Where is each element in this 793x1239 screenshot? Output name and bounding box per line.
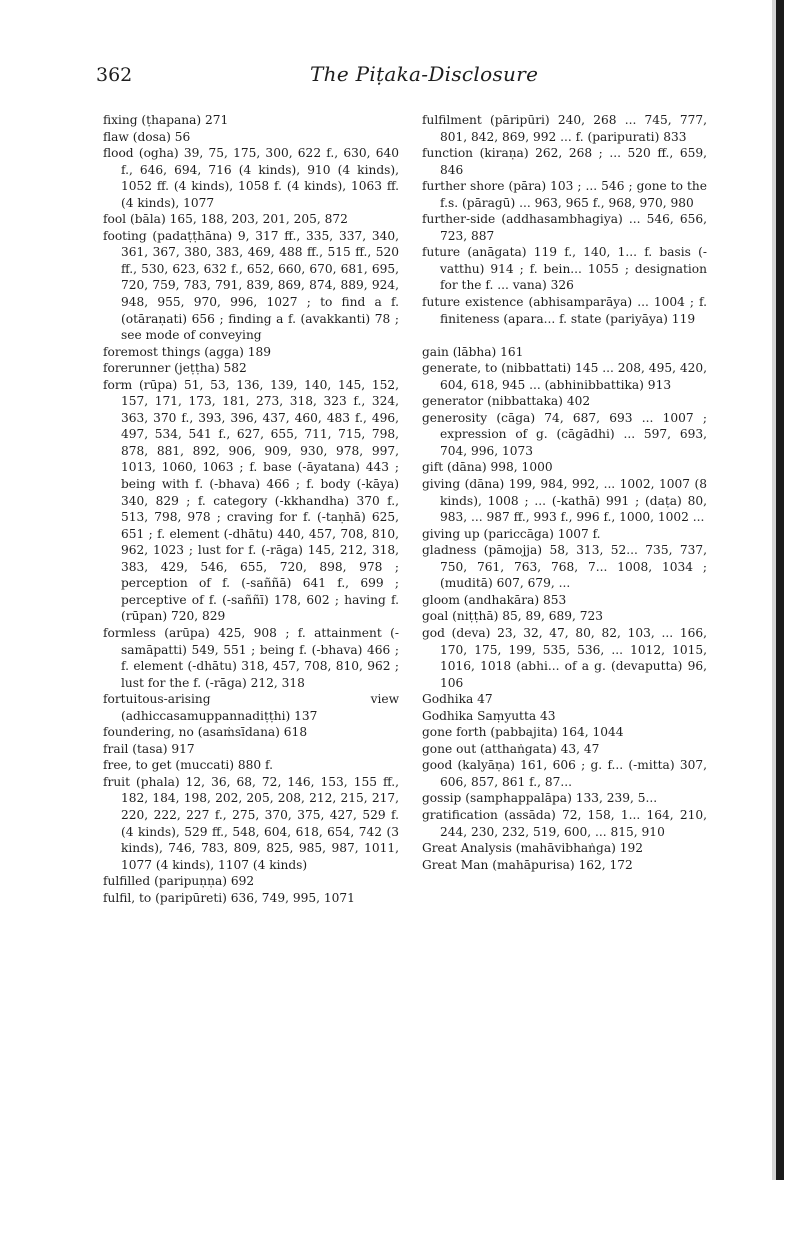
index-entry: frail (tasa) 917 — [103, 741, 195, 756]
index-entry: form (rūpa) 51, 53, 136, 139, 140, 145, 152, 157, 171, 173, 181, 273, 318, 323 f., 324, 363, 370 f., 393, 396, 437, 460, 483 f., 496, 497, 534, 541 f., 627, 655, 711, 715, 798, 878, 881, 892, 906, 909, 930, 978, 997, 1013, 1060, 1063 ; f. base (-āyatana) 443 ; being with f. (-bhava) 466 ; f. body (-kāya) 340, 829 ; f. category (-kkhandha) 370 f., 513, 798, 978 ; craving for f. (-taṇhā) 625, 651 ; f. element (-dhātu) 440, 457, 708, 810, 962, 1023 ; lust for f. (-rāga) 145, 212, 318, 383, 429, 546, 655, 720, 898, 978 ; perception of f. (-saññā) 641 f., 699 ; perceptive of f. (-saññī) 178, 602 ; having f. (rūpan) 720, 829 — [103, 377, 399, 624]
index-entry: fortuitous-arising view (adhiccasamuppannadiṭṭhi) 137 — [103, 692, 399, 723]
index-entry: function (kiraṇa) 262, 268 ; ... 520 ff., 659, 846 — [422, 146, 707, 177]
index-entry: generosity (cāga) 74, 687, 693 ... 1007 ; expression of g. (cāgādhi) ... 597, 693, 704, 996, 1073 — [422, 410, 707, 458]
index-entry: fool (bāla) 165, 188, 203, 201, 205, 872 — [103, 212, 348, 227]
index-entry: gift (dāna) 998, 1000 — [422, 460, 553, 475]
index-column-right — [422, 112, 707, 873]
index-entry: gratification (assāda) 72, 158, 1... 164, 210, 244, 230, 232, 519, 600, ... 815, 910 — [422, 807, 707, 839]
index-entry: footing (padaṭṭhāna) 9, 317 ff., 335, 337, 340, 361, 367, 380, 383, 469, 488 ff., 515 ff., 520 ff., 530, 623, 632 f., 652, 660, 670, 681, 695, 720, 759, 783, 791, 839, 869, 874, 889, 924, 948, 955, 970, 996, 1027 ; to find a f. (otāraṇati) 656 ; finding a f. (avakkanti) 78 ; see mode of conveying — [103, 228, 399, 343]
index-entry: future (anāgata) 119 f., 140, 1... f. basis (-vatthu) 914 ; f. bein... 1055 ; designation for the f. ... vana) 326 — [422, 245, 707, 293]
index-entry: goal (niṭṭhā) 85, 89, 689, 723 — [422, 609, 604, 624]
index-entry: formless (arūpa) 425, 908 ; f. attainment (-samāpatti) 549, 551 ; being f. (-bhava) 466 ; f. element (-dhātu) 318, 457, 708, 810, 962 ; lust for the f. (-rāga) 212, 318 — [103, 625, 399, 690]
index-entry: fulfilled (paripuṇṇa) 692 — [103, 874, 255, 889]
page-number: 362 — [96, 64, 133, 86]
index-entry: Godhika 47 — [422, 692, 493, 707]
index-entry: future existence (abhisamparāya) ... 1004 ; f. finiteness (apara... f. state (pariyāya) 119 — [422, 295, 707, 326]
index-entry: further shore (pāra) 103 ; ... 546 ; gone to the f.s. (pāragū) ... 963, 965 f., 968, 970, 980 — [422, 179, 707, 210]
index-entry: free, to get (muccati) 880 f. — [103, 758, 273, 773]
index-entry: gloom (andhakāra) 853 — [422, 592, 567, 607]
index-entry: Great Man (mahāpurisa) 162, 172 — [422, 857, 633, 872]
index-column-left — [103, 112, 399, 906]
index-entry: gain (lābha) 161 — [422, 344, 524, 359]
index-entry: fulfilment (pāripūri) 240, 268 ... 745, 777, 801, 842, 869, 992 ... f. (paripurati) 833 — [422, 113, 707, 144]
index-entry — [422, 327, 707, 344]
index-entry: gone out (atthaṅgata) 43, 47 — [422, 741, 600, 756]
index-entry: giving (dāna) 199, 984, 992, ... 1002, 1007 (8 kinds), 1008 ; ... (-kathā) 991 ; (daṭa) 80, 983, ... 987 ff., 993 f., 996 f., 1000, 1002 ... — [422, 477, 707, 525]
index-entry: god (deva) 23, 32, 47, 80, 82, 103, ... 166, 170, 175, 199, 535, 536, ... 1012, 1015, 1016, 1018 (abhi... of a g. (devaputta) 96, 106 — [422, 625, 707, 690]
scan-edge-line — [776, 0, 784, 1180]
index-entry: fruit (phala) 12, 36, 68, 72, 146, 153, 155 ff., 182, 184, 198, 202, 205, 208, 212, 215, 217, 220, 222, 227 f., 275, 370, 375, 427, 529 f. (4 kinds), 529 ff., 548, 604, 618, 654, 742 (3 kinds), 746, 783, 809, 825, 985, 987, 1011, 1077 (4 kinds), 1107 (4 kinds) — [103, 774, 399, 872]
index-entry: fulfil, to (paripūreti) 636, 749, 995, 1071 — [103, 890, 355, 905]
index-entry: foremost things (agga) 189 — [103, 344, 272, 359]
index-entry: further-side (addhasambhagiya) ... 546, 656, 723, 887 — [422, 212, 707, 243]
running-title: The Piṭaka-Disclosure — [310, 62, 539, 86]
index-entry: good (kalyāṇa) 161, 606 ; g. f... (-mitta) 307, 606, 857, 861 f., 87... — [422, 758, 707, 789]
index-entry: flood (ogha) 39, 75, 175, 300, 622 f., 630, 640 f., 646, 694, 716 (4 kinds), 910 (4 kinds), 1052 ff. (4 kinds), 1058 f. (4 kinds), 1063 ff. (4 kinds), 1077 — [103, 146, 399, 210]
index-entry: Godhika Saṃyutta 43 — [422, 708, 556, 723]
index-entry: generate, to (nibbattati) 145 ... 208, 495, 420, 604, 618, 945 ... (abhinibbattika) 913 — [422, 361, 707, 392]
index-entry: Great Analysis (mahāvibhaṅga) 192 — [422, 841, 643, 856]
index-entry: giving up (pariccāga) 1007 f. — [422, 526, 601, 541]
index-entry: fixing (ṭhapana) 271 — [103, 113, 229, 127]
index-entry: forerunner (jeṭṭha) 582 — [103, 361, 247, 376]
page-header — [96, 58, 716, 94]
index-entry: gladness (pāmojja) 58, 313, 52... 735, 737, 750, 761, 763, 768, 7... 1008, 1034 ; (muditā) 607, 679, ... — [422, 543, 707, 591]
index-entry: generator (nibbattaka) 402 — [422, 394, 591, 409]
index-entry: foundering, no (asaṁsīdana) 618 — [103, 725, 308, 740]
index-entry: gone forth (pabbajita) 164, 1044 — [422, 725, 624, 740]
index-entry: gossip (samphappalāpa) 133, 239, 5... — [422, 791, 658, 806]
index-entry: flaw (dosa) 56 — [103, 129, 191, 144]
